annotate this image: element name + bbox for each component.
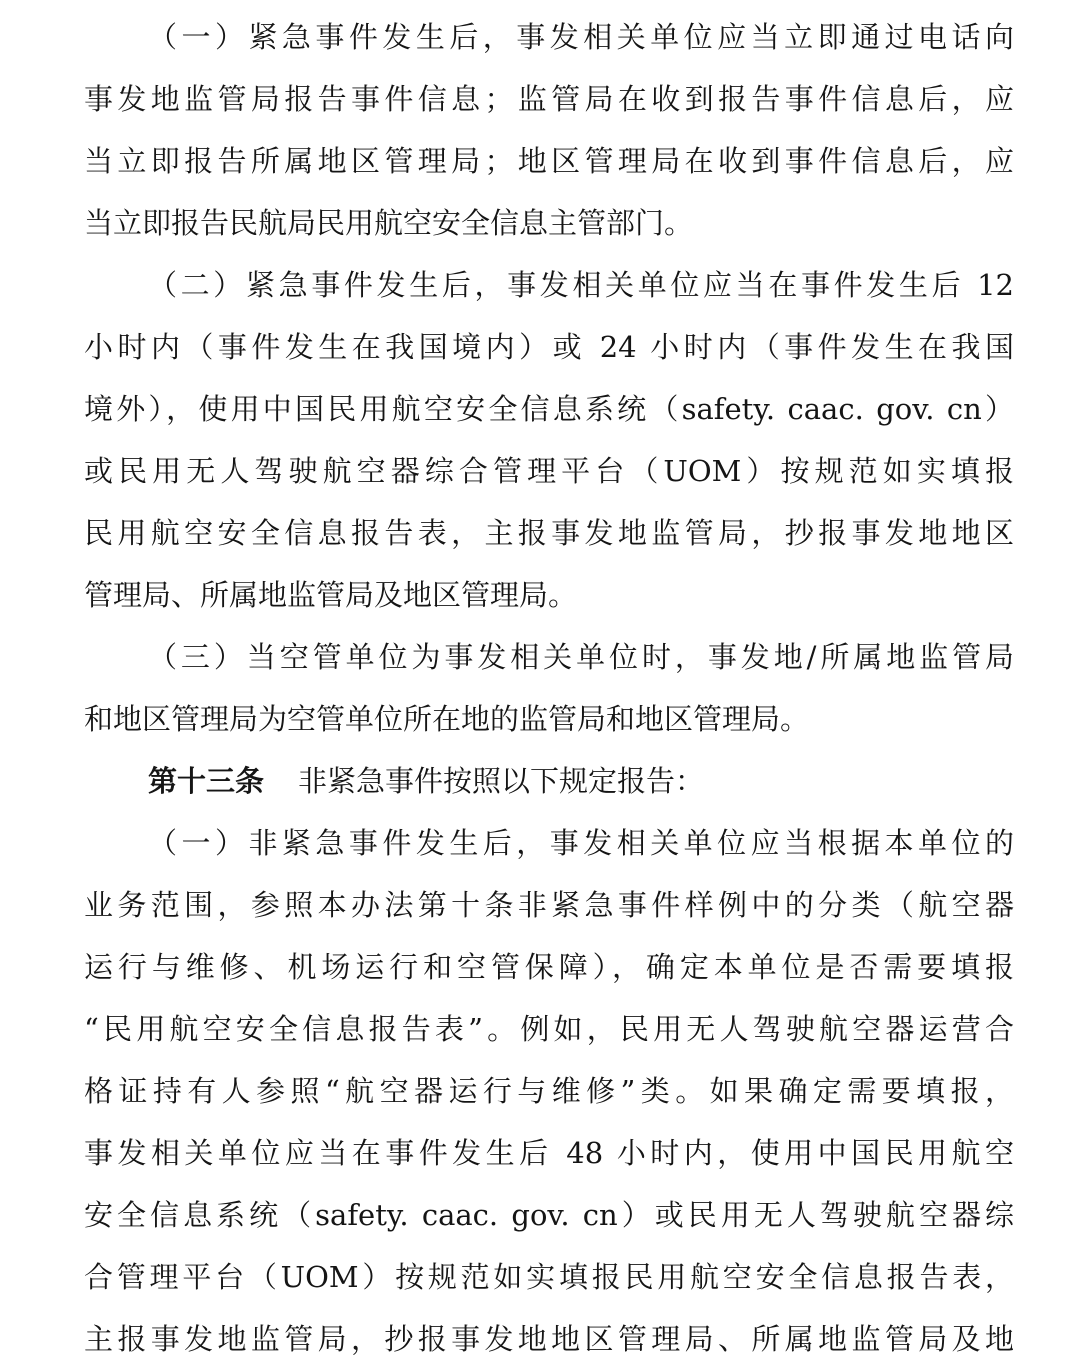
paragraph-line: （一）紧急事件发生后，事发相关单位应当立即通过电话向 (148, 20, 1014, 54)
paragraph-line: 或民用无人驾驶航空器综合管理平台（UOM）按规范如实填报 (84, 454, 1014, 488)
paragraph-line: 业务范围，参照本办法第十条非紧急事件样例中的分类（航空器 (84, 888, 1014, 922)
paragraph-line: （二）紧急事件发生后，事发相关单位应当在事件发生后 12 (148, 268, 1014, 302)
paragraph-line: 境外），使用中国民用航空安全信息系统（safety. caac. gov. cn） (84, 392, 1014, 426)
paragraph-line: 事发相关单位应当在事件发生后 48 小时内，使用中国民用航空 (84, 1136, 1014, 1170)
paragraph-line: 安全信息系统（safety. caac. gov. cn）或民用无人驾驶航空器综 (84, 1198, 1014, 1232)
article-line (148, 756, 1014, 806)
paragraph-line: 管理局、所属地监管局及地区管理局。 (84, 578, 578, 612)
paragraph-line: 当立即报告所属地区管理局；地区管理局在收到事件信息后，应 (84, 144, 1014, 178)
article-heading: 第十三条 (148, 764, 265, 798)
paragraph-line: “民用航空安全信息报告表”。例如，民用无人驾驶航空器运营合 (84, 1012, 1014, 1046)
article-intro: 非紧急事件按照以下规定报告： (298, 764, 705, 798)
paragraph-line: 当立即报告民航局民用航空安全信息主管部门。 (84, 206, 694, 240)
paragraph-line: （一）非紧急事件发生后，事发相关单位应当根据本单位的 (148, 826, 1014, 860)
paragraph-line: 民用航空安全信息报告表，主报事发地监管局，抄报事发地地区 (84, 516, 1014, 550)
paragraph-line: 和地区管理局为空管单位所在地的监管局和地区管理局。 (84, 702, 810, 736)
paragraph-line: 运行与维修、机场运行和空管保障），确定本单位是否需要填报 (84, 950, 1014, 984)
paragraph-line: 格证持有人参照“航空器运行与维修”类。如果确定需要填报， (84, 1074, 1014, 1108)
paragraph-line: 事发地监管局报告事件信息；监管局在收到报告事件信息后，应 (84, 82, 1014, 116)
paragraph-line: （三）当空管单位为事发相关单位时，事发地/所属地监管局 (148, 640, 1014, 674)
paragraph-line: 合管理平台（UOM）按规范如实填报民用航空安全信息报告表， (84, 1260, 1014, 1294)
paragraph-line: 小时内（事件发生在我国境内）或 24 小时内（事件发生在我国 (84, 330, 1014, 364)
paragraph-line: 主报事发地监管局，抄报事发地地区管理局、所属地监管局及地 (84, 1322, 1014, 1356)
